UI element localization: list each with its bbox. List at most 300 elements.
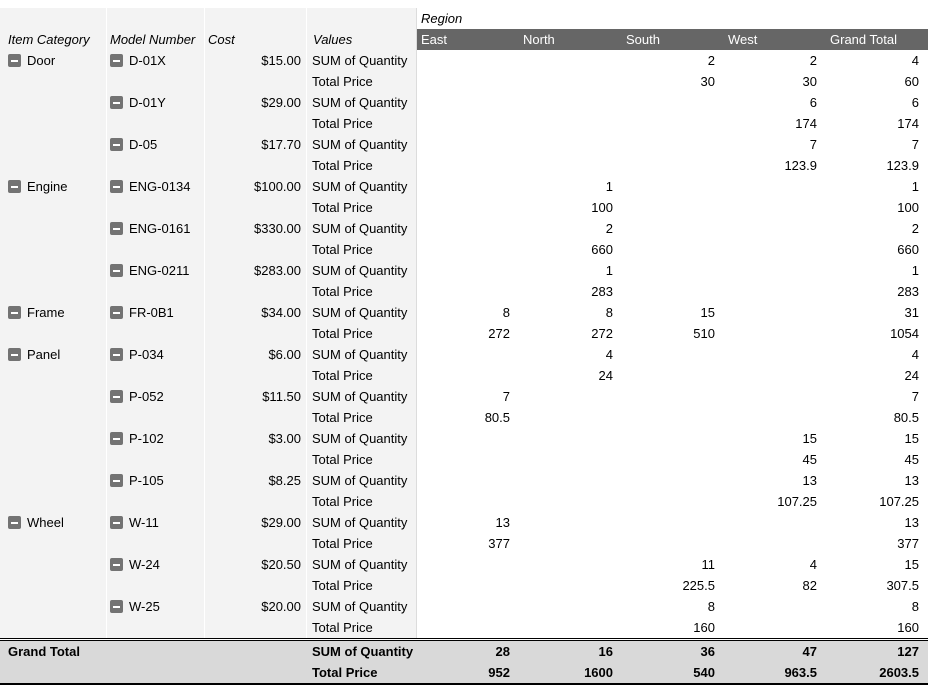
corner-cell-values [307, 8, 417, 29]
model-number-label: ENG-0211 [129, 263, 190, 278]
table-row [0, 470, 928, 491]
model-number-cell [107, 197, 205, 218]
model-number-label: D-01Y [129, 95, 166, 110]
value-cell-south [622, 113, 724, 134]
value-cell-west [724, 197, 826, 218]
value-cell-east [417, 554, 519, 575]
grand-total-spacer [205, 662, 307, 683]
value-cell-grand-total: 13 [904, 515, 919, 530]
value-cell-grand-total: 4 [911, 347, 919, 362]
values-label-cell: SUM of Quantity [307, 512, 417, 533]
value-cell-south [622, 176, 724, 197]
cost-cell: $330.00 [205, 218, 307, 239]
cost-cell [205, 113, 307, 134]
value-cell-west [724, 533, 826, 554]
values-label-cell: SUM of Quantity [307, 50, 417, 71]
table-row [0, 113, 928, 134]
cost-cell: $20.50 [205, 554, 307, 575]
value-cell-east [417, 92, 519, 113]
item-category-label: Engine [27, 179, 68, 194]
value-cell-west: 13 [802, 473, 817, 488]
minus-icon [11, 312, 18, 314]
model-number-cell [107, 512, 205, 533]
collapse-model-button[interactable] [110, 96, 123, 109]
value-cell-south [622, 428, 724, 449]
grand-total-section [0, 638, 928, 685]
minus-icon [11, 354, 18, 356]
value-cell-east: 272 [488, 326, 510, 341]
grand-total-value-east: 952 [417, 662, 519, 683]
grand-total-value-west: 47 [724, 641, 826, 662]
values-label-cell: SUM of Quantity [307, 344, 417, 365]
value-cell-grand-total: 4 [911, 53, 919, 68]
value-cell-grand-total: 2 [911, 221, 919, 236]
minus-icon [113, 480, 120, 482]
value-cell-grand-total: 160 [897, 620, 919, 635]
value-cell-north [519, 512, 622, 533]
values-label-cell: Total Price [307, 617, 417, 638]
values-label-cell: Total Price [307, 449, 417, 470]
value-cell-south [622, 218, 724, 239]
value-cell-north [519, 575, 622, 596]
item-category-label: Frame [27, 305, 65, 320]
value-cell-north: 2 [605, 221, 613, 236]
values-label-cell: Total Price [307, 281, 417, 302]
collapse-model-button[interactable] [110, 558, 123, 571]
model-number-cell [107, 470, 205, 491]
value-cell-north [519, 533, 622, 554]
value-cell-east [417, 428, 519, 449]
value-cell-grand-total: 307.5 [886, 578, 919, 593]
value-cell-east [417, 239, 519, 260]
collapse-category-button[interactable] [8, 306, 21, 319]
model-number-cell [107, 134, 205, 155]
value-cell-south [622, 239, 724, 260]
value-cell-north: 4 [605, 347, 613, 362]
value-cell-east [417, 113, 519, 134]
table-row [0, 407, 928, 428]
grand-total-row [0, 641, 928, 662]
item-category-cell [0, 239, 107, 260]
value-cell-north [519, 407, 622, 428]
collapse-model-button[interactable] [110, 348, 123, 361]
collapse-model-button[interactable] [110, 432, 123, 445]
collapse-model-button[interactable] [110, 474, 123, 487]
cost-cell [205, 281, 307, 302]
value-cell-west: 15 [802, 431, 817, 446]
cost-cell: $283.00 [205, 260, 307, 281]
value-cell-west: 6 [809, 95, 817, 110]
value-cell-north [519, 428, 622, 449]
model-number-cell [107, 407, 205, 428]
item-category-cell [0, 617, 107, 638]
value-cell-grand-total: 45 [904, 452, 919, 467]
model-number-cell [107, 533, 205, 554]
item-category-cell [0, 92, 107, 113]
table-row [0, 134, 928, 155]
value-cell-west: 123.9 [784, 158, 817, 173]
model-number-cell [107, 50, 205, 71]
values-label-cell: SUM of Quantity [307, 218, 417, 239]
cost-cell: $17.70 [205, 134, 307, 155]
value-cell-south: 8 [707, 599, 715, 614]
value-cell-grand-total: 123.9 [886, 158, 919, 173]
value-cell-east [417, 470, 519, 491]
item-category-cell [0, 365, 107, 386]
minus-icon [113, 354, 120, 356]
value-cell-east [417, 575, 519, 596]
value-cell-east: 13 [495, 515, 510, 530]
value-cell-grand-total: 660 [897, 242, 919, 257]
model-number-cell [107, 71, 205, 92]
corner-cell-item-category [0, 8, 107, 29]
collapse-model-button[interactable] [110, 180, 123, 193]
table-row [0, 260, 928, 281]
value-cell-south: 2 [707, 53, 715, 68]
table-row [0, 155, 928, 176]
grand-total-spacer [107, 662, 205, 683]
value-cell-south [622, 260, 724, 281]
grand-total-value-south: 540 [622, 662, 724, 683]
table-row [0, 596, 928, 617]
value-cell-grand-total: 24 [904, 368, 919, 383]
cost-cell [205, 323, 307, 344]
item-category-label: Wheel [27, 515, 64, 530]
collapse-model-button[interactable] [110, 306, 123, 319]
values-label-cell: Total Price [307, 323, 417, 344]
model-number-cell [107, 239, 205, 260]
value-cell-east [417, 344, 519, 365]
item-category-cell [0, 218, 107, 239]
value-cell-west [724, 512, 826, 533]
value-cell-west [724, 344, 826, 365]
minus-icon [113, 438, 120, 440]
value-cell-east [417, 71, 519, 92]
value-cell-north [519, 491, 622, 512]
value-cell-west [724, 176, 826, 197]
item-category-cell [0, 260, 107, 281]
value-cell-west [724, 260, 826, 281]
cost-cell: $15.00 [205, 50, 307, 71]
values-label-cell: Total Price [307, 407, 417, 428]
value-cell-south [622, 365, 724, 386]
value-cell-grand-total: 31 [904, 305, 919, 320]
value-cell-south: 11 [701, 557, 715, 572]
column-header-east[interactable]: East [417, 29, 519, 50]
values-label-cell: SUM of Quantity [307, 176, 417, 197]
item-category-label: Panel [27, 347, 61, 362]
item-category-cell [0, 281, 107, 302]
value-cell-south [622, 134, 724, 155]
value-cell-north: 24 [598, 368, 613, 383]
value-cell-grand-total: 1 [911, 179, 919, 194]
header-values: Values [307, 29, 417, 50]
cost-cell: $100.00 [205, 176, 307, 197]
values-label-cell: SUM of Quantity [307, 92, 417, 113]
model-number-cell [107, 554, 205, 575]
table-row [0, 554, 928, 575]
item-category-cell [0, 197, 107, 218]
collapse-model-button[interactable] [110, 600, 123, 613]
model-number-cell [107, 617, 205, 638]
model-number-cell [107, 386, 205, 407]
cost-cell [205, 575, 307, 596]
collapse-model-button[interactable] [110, 264, 123, 277]
model-number-label: P-034 [129, 347, 164, 362]
values-label-cell: Total Price [307, 239, 417, 260]
cost-cell [205, 71, 307, 92]
header-model-number: Model Number [107, 29, 205, 50]
value-cell-grand-total: 8 [911, 599, 919, 614]
values-label-cell: SUM of Quantity [307, 302, 417, 323]
item-category-cell [0, 554, 107, 575]
table-row [0, 323, 928, 344]
minus-icon [113, 270, 120, 272]
item-category-cell [0, 407, 107, 428]
model-number-label: D-01X [129, 53, 166, 68]
column-header-north[interactable]: North [519, 29, 622, 50]
value-cell-east [417, 218, 519, 239]
value-cell-south [622, 92, 724, 113]
value-cell-west: 4 [809, 557, 817, 572]
value-cell-west: 107.25 [777, 494, 817, 509]
value-cell-south [622, 344, 724, 365]
model-number-label: W-24 [129, 557, 160, 572]
value-cell-west: 45 [802, 452, 817, 467]
value-cell-south [622, 281, 724, 302]
item-category-cell [0, 596, 107, 617]
value-cell-grand-total: 7 [911, 389, 919, 404]
table-row [0, 302, 928, 323]
table-row [0, 386, 928, 407]
table-row [0, 617, 928, 638]
model-number-label: FR-0B1 [129, 305, 174, 320]
column-header-row [0, 29, 928, 50]
value-cell-grand-total: 174 [897, 116, 919, 131]
value-cell-east: 80.5 [484, 410, 510, 425]
value-cell-west [724, 365, 826, 386]
item-category-cell [0, 575, 107, 596]
collapse-category-button[interactable] [8, 180, 21, 193]
values-label-cell: Total Price [307, 71, 417, 92]
grand-total-value-north: 1600 [519, 662, 622, 683]
value-cell-grand-total: 15 [904, 557, 919, 572]
value-cell-west [724, 281, 826, 302]
grand-total-value-east: 28 [417, 641, 519, 662]
model-number-cell [107, 176, 205, 197]
cost-cell: $8.25 [205, 470, 307, 491]
value-cell-north: 272 [591, 326, 613, 341]
value-cell-south: 510 [693, 326, 715, 341]
values-label-cell: Total Price [307, 491, 417, 512]
grand-total-value-north: 16 [519, 641, 622, 662]
values-label-cell: SUM of Quantity [307, 554, 417, 575]
value-cell-south [622, 449, 724, 470]
value-cell-west [724, 386, 826, 407]
cost-cell: $34.00 [205, 302, 307, 323]
column-header-grand-total[interactable]: Grand Total [826, 29, 928, 50]
table-row [0, 365, 928, 386]
values-label-cell: Total Price [307, 155, 417, 176]
item-category-cell [0, 323, 107, 344]
value-cell-grand-total: 1 [911, 263, 919, 278]
minus-icon [11, 522, 18, 524]
cost-cell: $29.00 [205, 92, 307, 113]
cost-cell [205, 239, 307, 260]
table-row [0, 533, 928, 554]
column-header-west[interactable]: West [724, 29, 826, 50]
value-cell-north: 660 [591, 242, 613, 257]
model-number-cell [107, 260, 205, 281]
cost-cell [205, 365, 307, 386]
values-label-cell: Total Price [307, 533, 417, 554]
grand-total-label-cell: Grand Total [0, 641, 107, 662]
model-number-cell [107, 155, 205, 176]
value-cell-east [417, 260, 519, 281]
item-category-cell [0, 302, 107, 323]
value-cell-east [417, 449, 519, 470]
value-cell-grand-total: 377 [897, 536, 919, 551]
corner-cell-cost [205, 8, 307, 29]
value-cell-south [622, 407, 724, 428]
model-number-cell [107, 323, 205, 344]
model-number-label: D-05 [129, 137, 158, 152]
collapse-category-button[interactable] [8, 54, 21, 67]
model-number-cell [107, 365, 205, 386]
value-cell-south: 30 [700, 74, 715, 89]
value-cell-grand-total: 283 [897, 284, 919, 299]
value-cell-west [724, 302, 826, 323]
collapse-model-button[interactable] [110, 516, 123, 529]
value-cell-west: 30 [802, 74, 817, 89]
values-label-cell: SUM of Quantity [307, 260, 417, 281]
table-row [0, 449, 928, 470]
value-cell-north [519, 386, 622, 407]
table-row [0, 491, 928, 512]
model-number-cell [107, 575, 205, 596]
item-category-cell [0, 470, 107, 491]
model-number-cell [107, 428, 205, 449]
collapse-category-button[interactable] [8, 348, 21, 361]
minus-icon [113, 186, 120, 188]
value-cell-grand-total: 6 [911, 95, 919, 110]
value-cell-grand-total: 15 [904, 431, 919, 446]
cost-cell: $3.00 [205, 428, 307, 449]
model-number-label: ENG-0134 [129, 179, 191, 194]
minus-icon [113, 144, 120, 146]
pivot-body [0, 50, 928, 638]
collapse-model-button[interactable] [110, 54, 123, 67]
values-label-cell: Total Price [307, 113, 417, 134]
value-cell-north [519, 155, 622, 176]
value-cell-north [519, 449, 622, 470]
model-number-cell [107, 92, 205, 113]
model-number-cell [107, 344, 205, 365]
value-cell-north [519, 617, 622, 638]
value-cell-east [417, 617, 519, 638]
item-category-cell [0, 491, 107, 512]
value-cell-south [622, 512, 724, 533]
model-number-cell [107, 281, 205, 302]
model-number-label: W-11 [129, 515, 159, 530]
minus-icon [113, 60, 120, 62]
minus-icon [113, 606, 120, 608]
region-group-label: Region [417, 8, 928, 29]
values-label-cell: Total Price [307, 365, 417, 386]
collapse-model-button[interactable] [110, 390, 123, 403]
item-category-label: Door [27, 53, 56, 68]
item-category-cell [0, 113, 107, 134]
model-number-cell [107, 596, 205, 617]
cost-cell: $20.00 [205, 596, 307, 617]
header-item-category: Item Category [0, 29, 107, 50]
value-cell-grand-total: 13 [904, 473, 919, 488]
table-row [0, 50, 928, 71]
values-label-cell: SUM of Quantity [307, 134, 417, 155]
cost-cell: $29.00 [205, 512, 307, 533]
table-row [0, 176, 928, 197]
cost-cell [205, 449, 307, 470]
minus-icon [113, 522, 120, 524]
value-cell-south: 160 [693, 620, 715, 635]
grand-total-value-grand-total: 127 [826, 641, 928, 662]
value-cell-east: 377 [488, 536, 510, 551]
model-number-cell [107, 113, 205, 134]
column-header-south[interactable]: South [622, 29, 724, 50]
table-row [0, 218, 928, 239]
table-row [0, 428, 928, 449]
item-category-cell [0, 512, 107, 533]
value-cell-east: 7 [502, 389, 510, 404]
cost-cell [205, 155, 307, 176]
value-cell-grand-total: 100 [897, 200, 919, 215]
value-cell-north [519, 92, 622, 113]
value-cell-west: 2 [809, 53, 817, 68]
value-cell-south [622, 386, 724, 407]
values-label-cell: SUM of Quantity [307, 428, 417, 449]
minus-icon [113, 228, 120, 230]
model-number-cell [107, 218, 205, 239]
value-cell-north: 100 [591, 200, 613, 215]
grand-total-label-cell [0, 662, 107, 683]
collapse-model-button[interactable] [110, 138, 123, 151]
cost-cell [205, 197, 307, 218]
grand-total-row [0, 662, 928, 683]
collapse-model-button[interactable] [110, 222, 123, 235]
value-cell-north [519, 134, 622, 155]
table-row [0, 512, 928, 533]
value-cell-west: 82 [802, 578, 817, 593]
values-label-cell: Total Price [307, 197, 417, 218]
value-cell-west: 7 [809, 137, 817, 152]
minus-icon [113, 102, 120, 104]
value-cell-north [519, 596, 622, 617]
value-cell-east [417, 281, 519, 302]
value-cell-north [519, 113, 622, 134]
value-cell-west [724, 596, 826, 617]
value-cell-west: 174 [795, 116, 817, 131]
minus-icon [113, 312, 120, 314]
value-cell-south: 225.5 [682, 578, 715, 593]
value-cell-east [417, 491, 519, 512]
values-label-cell: Total Price [307, 575, 417, 596]
minus-icon [113, 396, 120, 398]
collapse-category-button[interactable] [8, 516, 21, 529]
values-label-cell: SUM of Quantity [307, 386, 417, 407]
item-category-cell [0, 71, 107, 92]
value-cell-north: 1 [605, 179, 613, 194]
model-number-cell [107, 491, 205, 512]
